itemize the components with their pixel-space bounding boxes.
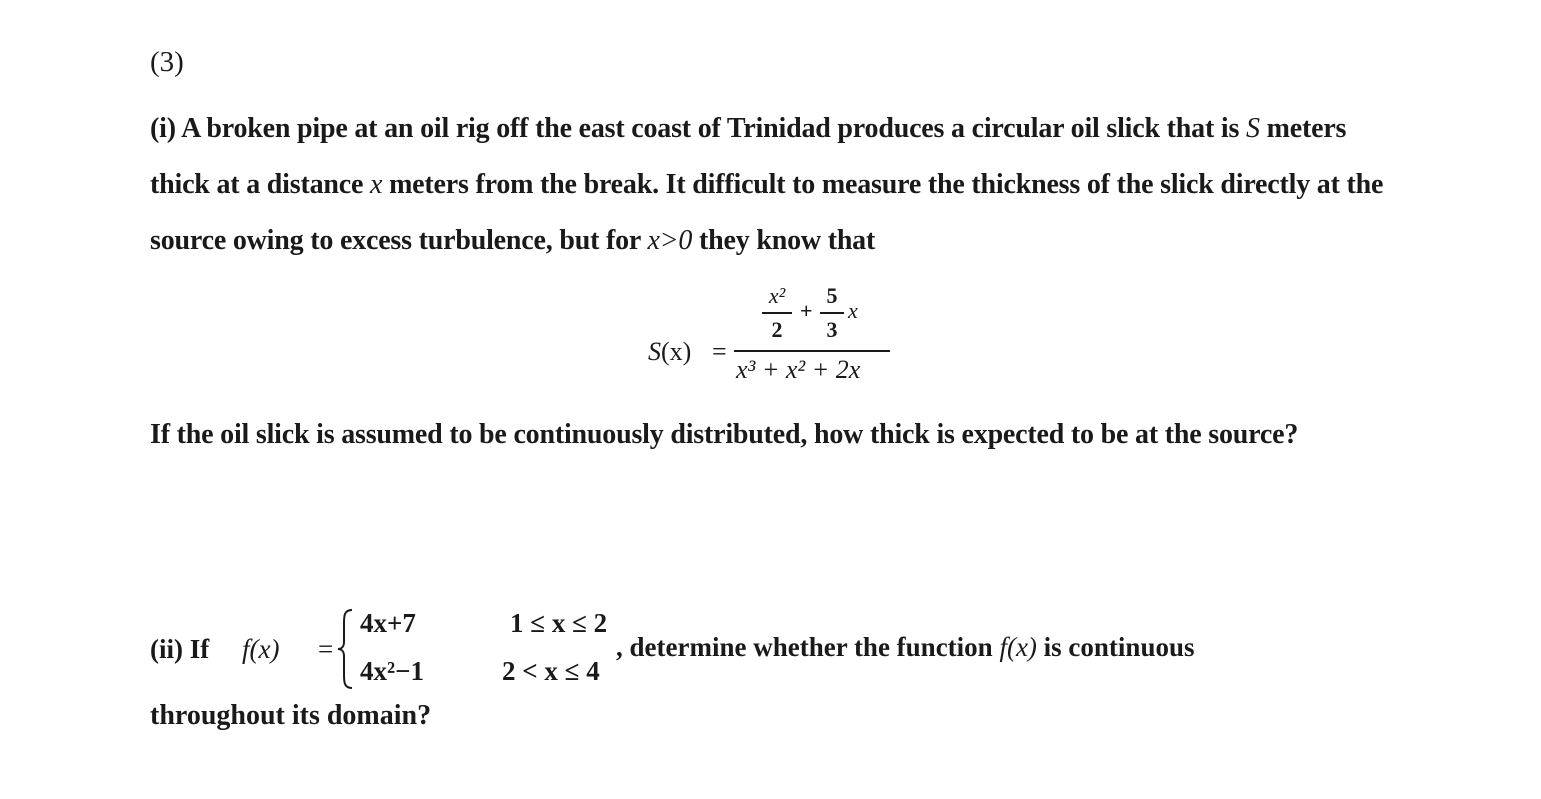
equation-numerator — [760, 282, 870, 346]
fraction-bar — [734, 350, 890, 352]
part-ii-tail: , determine whether the function f(x) is continuous — [616, 632, 1195, 662]
function-f-of-x: f(x) — [242, 634, 280, 664]
part-i-paragraph — [150, 101, 1410, 269]
case-2-expression: 4x²−1 — [360, 656, 424, 686]
condition-x-positive: x>0 — [647, 225, 693, 256]
part-i-text-2: meters thick at a distance — [150, 113, 1347, 200]
part-ii-lead: (ii) If — [150, 634, 210, 664]
numerator-x: x — [848, 298, 858, 323]
equation-lhs: S(x) — [648, 337, 692, 366]
piecewise-function — [150, 604, 1450, 704]
part-i-text-4: they know that — [699, 225, 876, 256]
equals-sign: = — [712, 337, 727, 366]
plus-sign: + — [800, 298, 813, 323]
part-i-text-1: (i) A broken pipe at an oil rig off the east coast of Trinidad produces a circular oil slick that is — [150, 113, 1240, 144]
left-brace-icon — [336, 608, 356, 690]
case-1-expression: 4x+7 — [360, 608, 416, 638]
equation-denominator: x³ + x² + 2x — [736, 355, 861, 384]
thickness-equation — [648, 282, 908, 392]
equals-sign-2: = — [318, 634, 334, 664]
part-i-text-3: meters from the break. It difficult to measure the thickness of the slick directly at the source owing to excess turbulence, but for — [150, 169, 1384, 256]
case-1-range: 1 ≤ x ≤ 2 — [510, 608, 608, 638]
variable-s: S — [1245, 113, 1260, 144]
case-2-range: 2 < x ≤ 4 — [502, 656, 600, 686]
fraction-x-squared-over-2: x² 2 — [760, 282, 794, 344]
fraction-5-over-3: 5 3 — [818, 282, 846, 344]
part-ii-continuation: throughout its domain? — [150, 700, 432, 731]
part-i-question: If the oil slick is assumed to be continuously distributed, how thick is expected to be at the source? — [150, 419, 1299, 450]
variable-x: x — [370, 169, 383, 200]
problem-number: (3) — [150, 46, 184, 78]
